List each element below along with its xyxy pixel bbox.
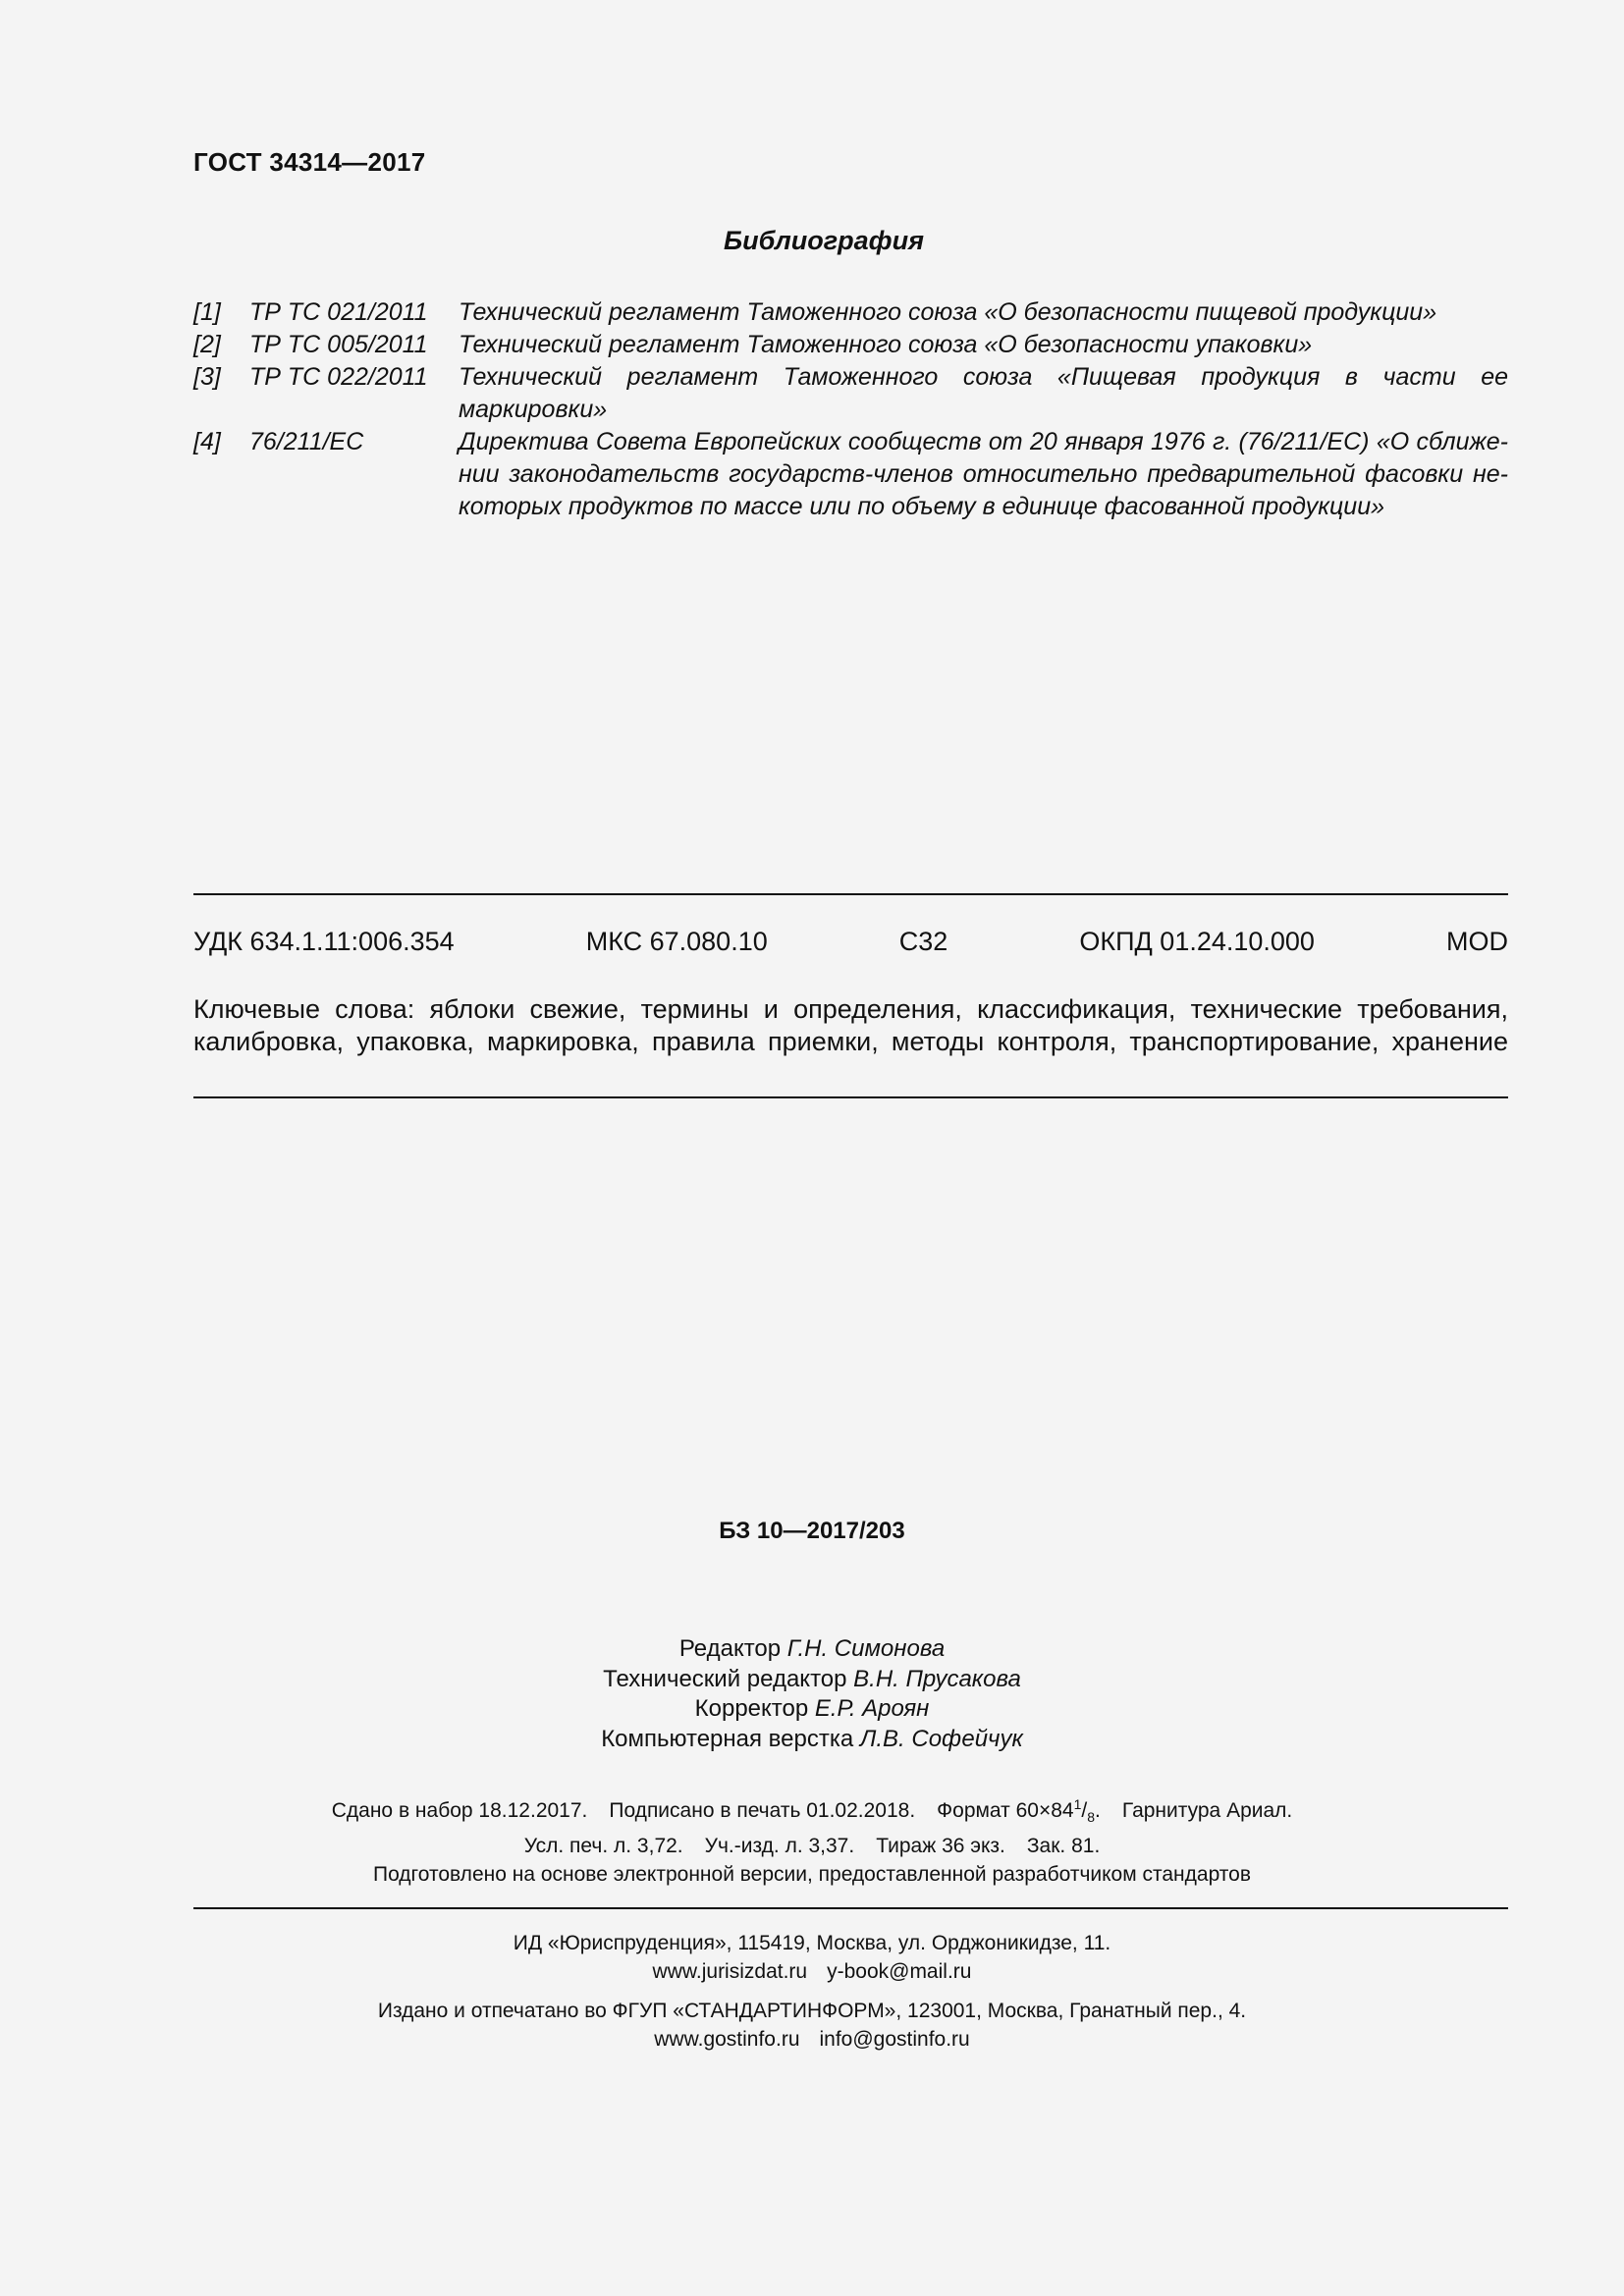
item-number: [1] <box>193 298 221 326</box>
staff-line <box>0 1725 1624 1755</box>
item-title: Технический регламент Таможенного союза «О безопасности упаковки» <box>459 331 1313 358</box>
staff-line <box>0 1694 1624 1725</box>
staff-credits <box>0 1634 1624 1754</box>
item-code: ТР ТС 021/2011 <box>249 298 428 326</box>
prepared-note: Подготовлено на основе электронной версии, предоставленной разработчиком стандартов <box>372 1863 1252 1886</box>
bz-number: БЗ 10—2017/203 <box>719 1518 905 1544</box>
publisher-address: ИД «Юриспруденция», 115419, Москва, ул. Орджоникидзе, 11. <box>513 1932 1111 1954</box>
publisher-site: www.jurisizdat.ru <box>652 1960 808 1983</box>
staff-role: Компьютерная верстка <box>601 1725 854 1752</box>
mks-code: МКС 67.080.10 <box>585 927 768 956</box>
bibliography-heading: Библиография <box>724 226 924 255</box>
publisher-info <box>0 1929 1624 1986</box>
staff-role: Корректор <box>694 1695 809 1722</box>
udk-code: УДК 634.1.11:006.354 <box>193 927 455 956</box>
bibliography-item <box>193 426 1508 523</box>
print-info-line-2: Усл. печ. л. 3,72. Уч.-изд. л. 3,37. Тираж 36 экз. Зак. 81. <box>523 1835 1101 1858</box>
publisher-contacts <box>0 1957 1624 1986</box>
item-title: Директива Совета Европейских сообществ от 20 января 1976 г. (76/211/ЕС) «О сближе-нии законодательств государств-членов относительно предварительной фасовки не-которых продуктов по массе или по объему в единице фасованной продукции» <box>459 428 1508 520</box>
bibliography-list <box>193 296 1508 523</box>
item-number: [3] <box>193 363 221 391</box>
item-code: 76/211/ЕС <box>249 428 364 455</box>
bibliography-item <box>193 329 1508 361</box>
item-number: [4] <box>193 428 221 455</box>
printer-contacts <box>0 2025 1624 2054</box>
keywords: Ключевые слова: яблоки свежие, термины и определения, классификация, технические требования, калибровка, упаковка, маркировка, правила приемки, методы контроля, транспортирование, хранение <box>193 994 1508 1056</box>
staff-name: В.Н. Прусакова <box>853 1665 1021 1692</box>
item-code: ТР ТС 022/2011 <box>249 363 428 391</box>
bibliography-item <box>193 361 1508 426</box>
item-title: Технический регламент Таможенного союза «Пищевая продукция в части ее маркировки» <box>459 363 1508 423</box>
staff-line <box>0 1665 1624 1695</box>
staff-name: Л.В. Софейчук <box>859 1725 1023 1752</box>
c-code: С32 <box>898 927 948 956</box>
staff-role: Редактор <box>678 1635 782 1662</box>
staff-role: Технический редактор <box>603 1665 847 1692</box>
document-number: ГОСТ 34314—2017 <box>193 147 426 177</box>
item-title: Технический регламент Таможенного союза «О безопасности пищевой продукции» <box>459 298 1437 326</box>
printer-site: www.gostinfo.ru <box>654 2028 800 2051</box>
mod-label: MOD <box>1446 927 1508 956</box>
divider-publisher <box>193 1907 1508 1909</box>
printer-info <box>0 1997 1624 2054</box>
okpd-code: ОКПД 01.24.10.000 <box>1079 927 1315 956</box>
divider-bottom <box>193 1096 1508 1098</box>
printer-address: Издано и отпечатано во ФГУП «СТАНДАРТИНФОРМ», 123001, Москва, Гранатный пер., 4. <box>377 2000 1247 2022</box>
staff-name: Г.Н. Симонова <box>786 1635 946 1662</box>
publisher-email: y-book@mail.ru <box>827 1960 972 1983</box>
print-format: Формат $60\times 84^1/_8$. <box>937 1796 1101 1826</box>
classification-codes <box>193 927 1508 957</box>
divider-top <box>193 893 1508 895</box>
staff-name: Е.Р. Ароян <box>814 1695 930 1722</box>
item-code: ТР ТС 005/2011 <box>249 331 428 358</box>
item-number: [2] <box>193 331 221 358</box>
printer-email: info@gostinfo.ru <box>819 2028 970 2051</box>
staff-line <box>0 1634 1624 1665</box>
print-info <box>0 1789 1624 1861</box>
print-info-line-1: Сдано в набор 18.12.2017. Подписано в печать 01.02.2018. Формат $60\times 84^1/_8$. Гарнитура Ариал. <box>331 1796 1293 1826</box>
bibliography-item <box>193 296 1508 329</box>
